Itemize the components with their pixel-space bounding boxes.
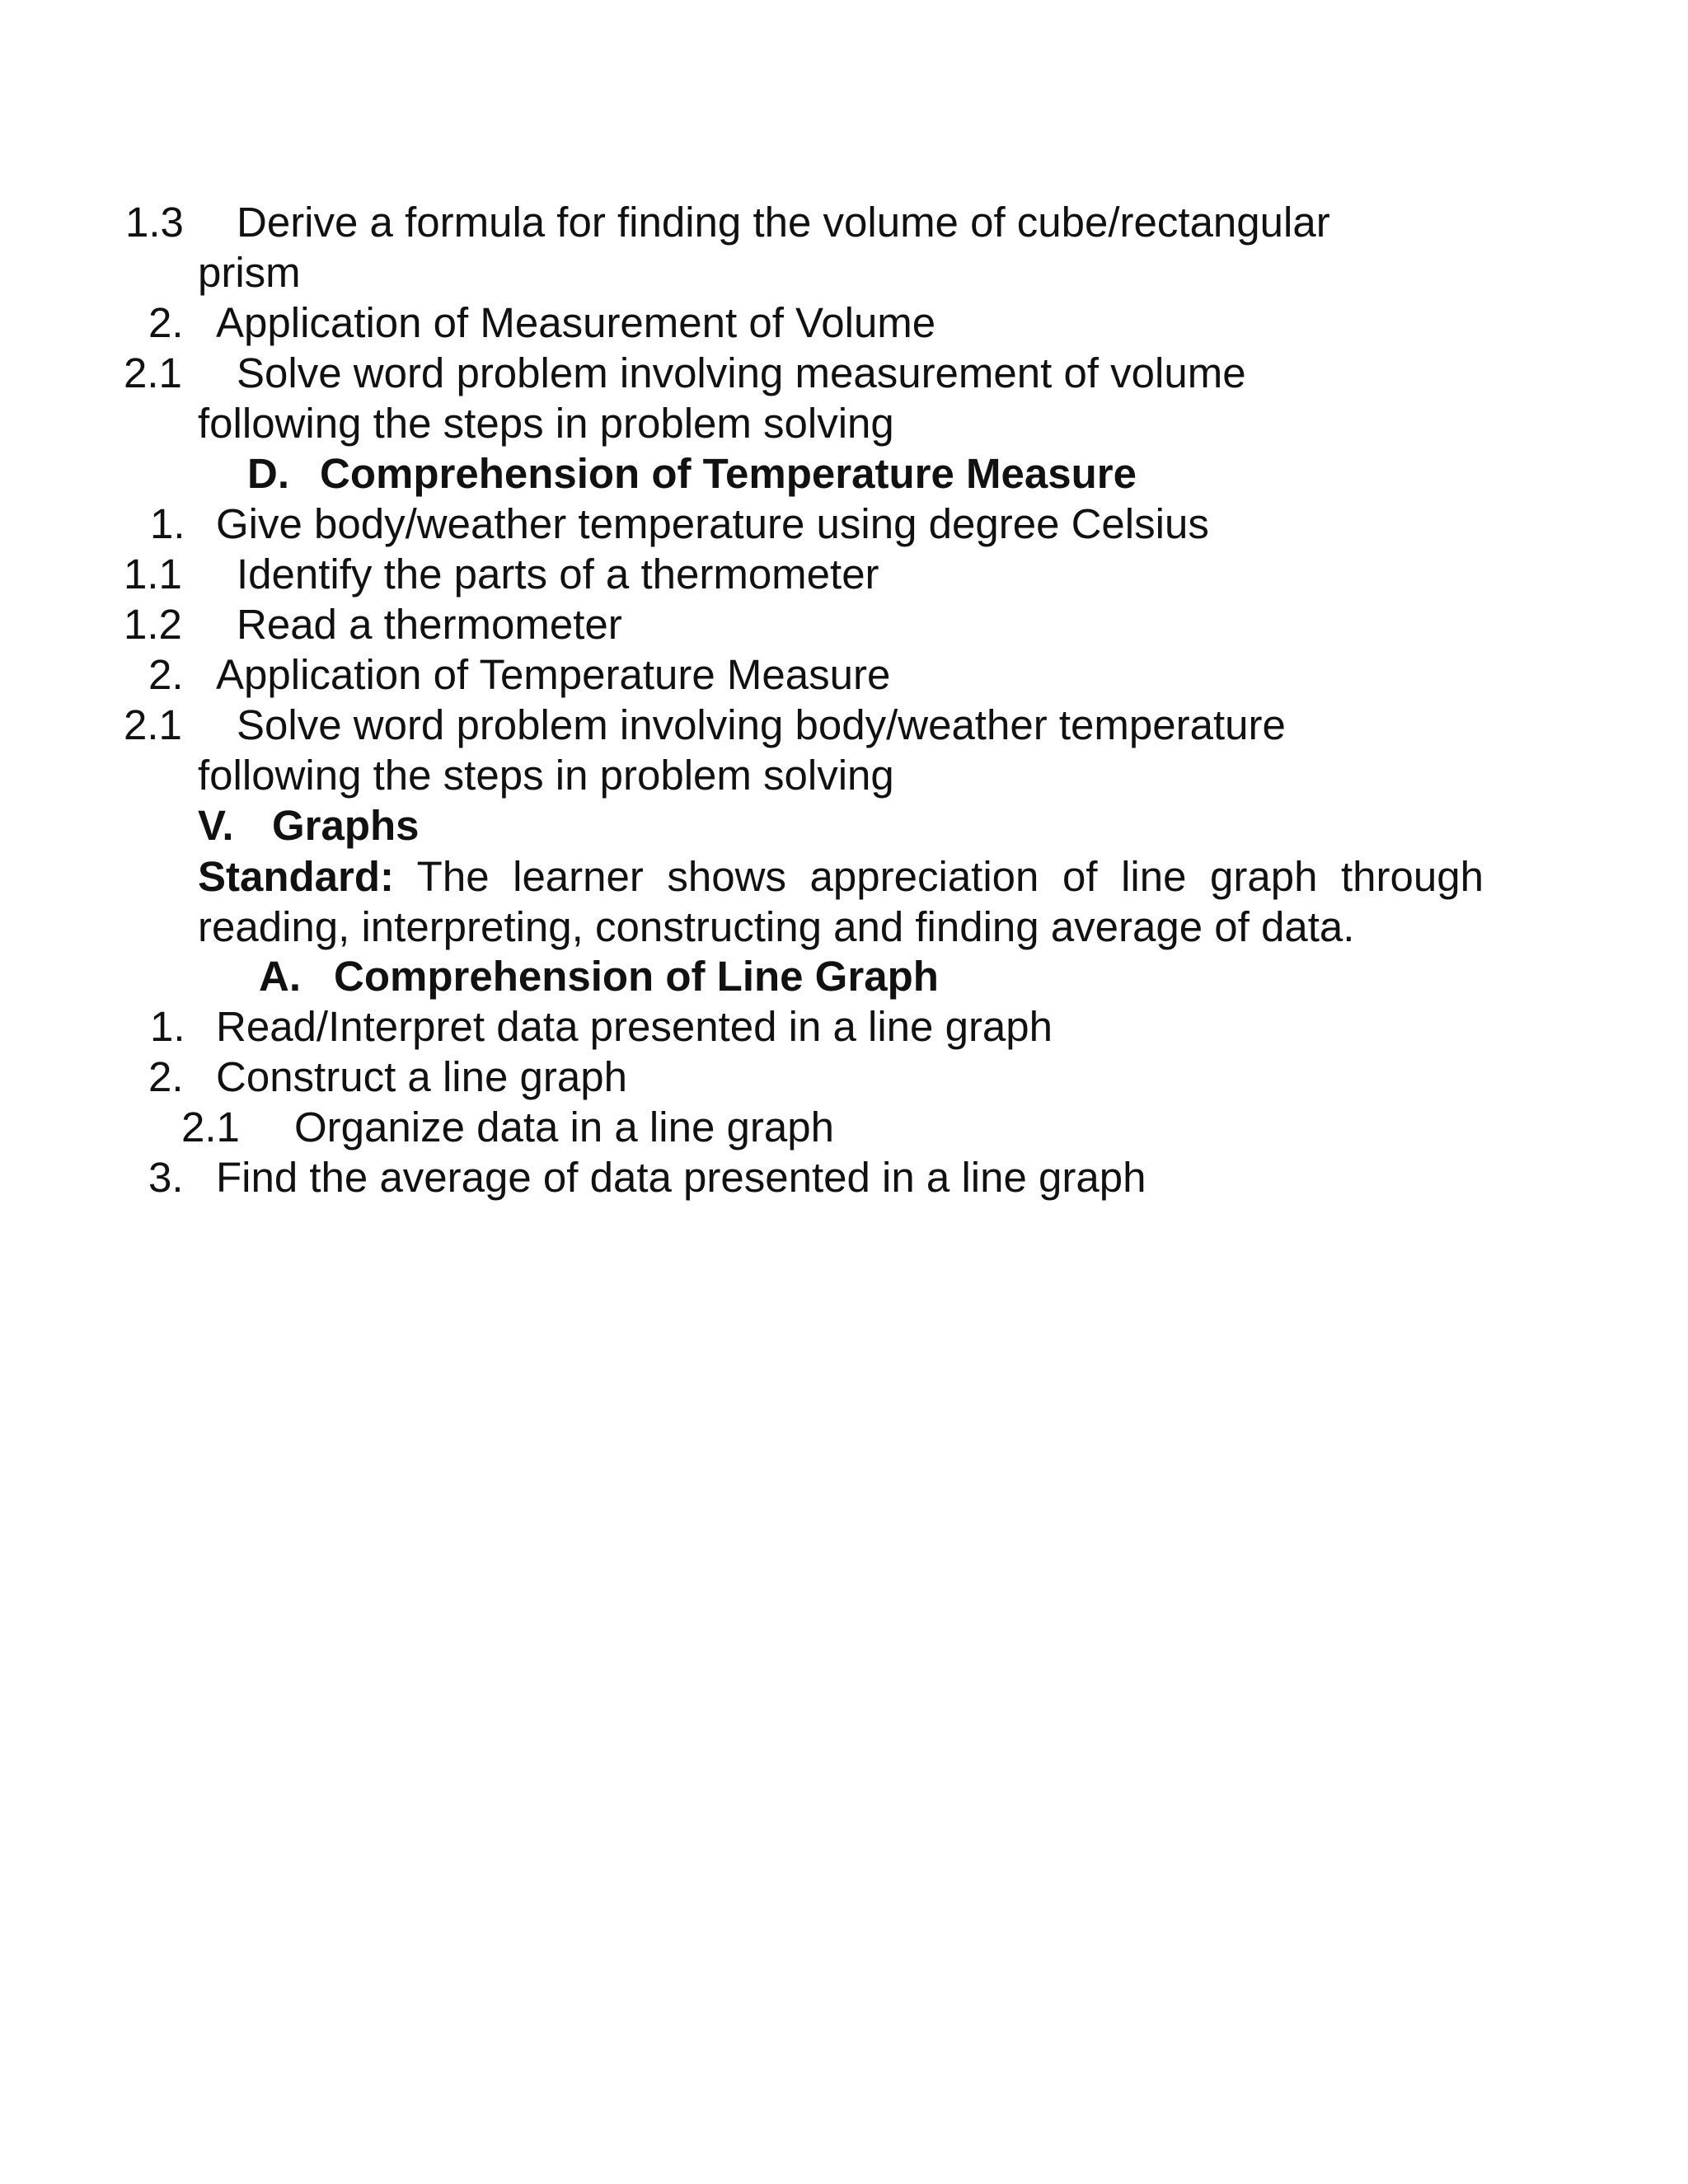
item-number: 1. [150, 1003, 185, 1050]
section-heading: Graphs [272, 802, 420, 849]
item-text: Read/Interpret data presented in a line graph [216, 1003, 1053, 1050]
item-text-continuation: prism [198, 249, 301, 296]
section-letter: A. [259, 953, 301, 1000]
item-text: Read a thermometer [237, 601, 622, 648]
item-text: Construct a line graph [216, 1053, 627, 1100]
standard-text: The learner shows appreciation of line graph through reading, interpreting, constructing and finding average of data. [198, 853, 1484, 950]
item-text: Find the average of data presented in a line graph [216, 1154, 1146, 1201]
item-number: 1. [150, 500, 185, 547]
item-number: 2.1 [181, 1104, 240, 1151]
item-text: Application of Measurement of Volume [216, 299, 936, 346]
item-number: 1.2 [124, 601, 182, 648]
item-number: 3. [148, 1154, 184, 1201]
item-text-continuation: following the steps in problem solving [198, 400, 894, 447]
standard-paragraph [198, 851, 1484, 952]
item-text: Give body/weather temperature using degree Celsius [216, 500, 1209, 547]
item-number: 2. [148, 1053, 184, 1100]
item-number: 2.1 [124, 701, 182, 748]
item-number: 1.3 [125, 199, 184, 246]
item-number: 2. [148, 299, 184, 346]
section-numeral: V. [198, 802, 234, 849]
item-text: Solve word problem involving body/weather temperature [237, 701, 1286, 748]
item-number: 1.1 [124, 551, 182, 598]
item-text-continuation: following the steps in problem solving [198, 752, 894, 799]
item-text: Derive a formula for finding the volume of cube/rectangular [237, 199, 1330, 246]
section-heading: Comprehension of Temperature Measure [320, 450, 1137, 497]
item-number: 2.1 [124, 349, 182, 396]
section-heading: Comprehension of Line Graph [334, 953, 939, 1000]
item-text: Organize data in a line graph [294, 1104, 834, 1151]
item-text: Solve word problem involving measurement of volume [237, 349, 1246, 396]
item-text: Identify the parts of a thermometer [237, 551, 879, 598]
section-letter: D. [247, 450, 289, 497]
standard-label: Standard: [198, 853, 395, 900]
item-text: Application of Temperature Measure [216, 651, 891, 698]
item-number: 2. [148, 651, 184, 698]
